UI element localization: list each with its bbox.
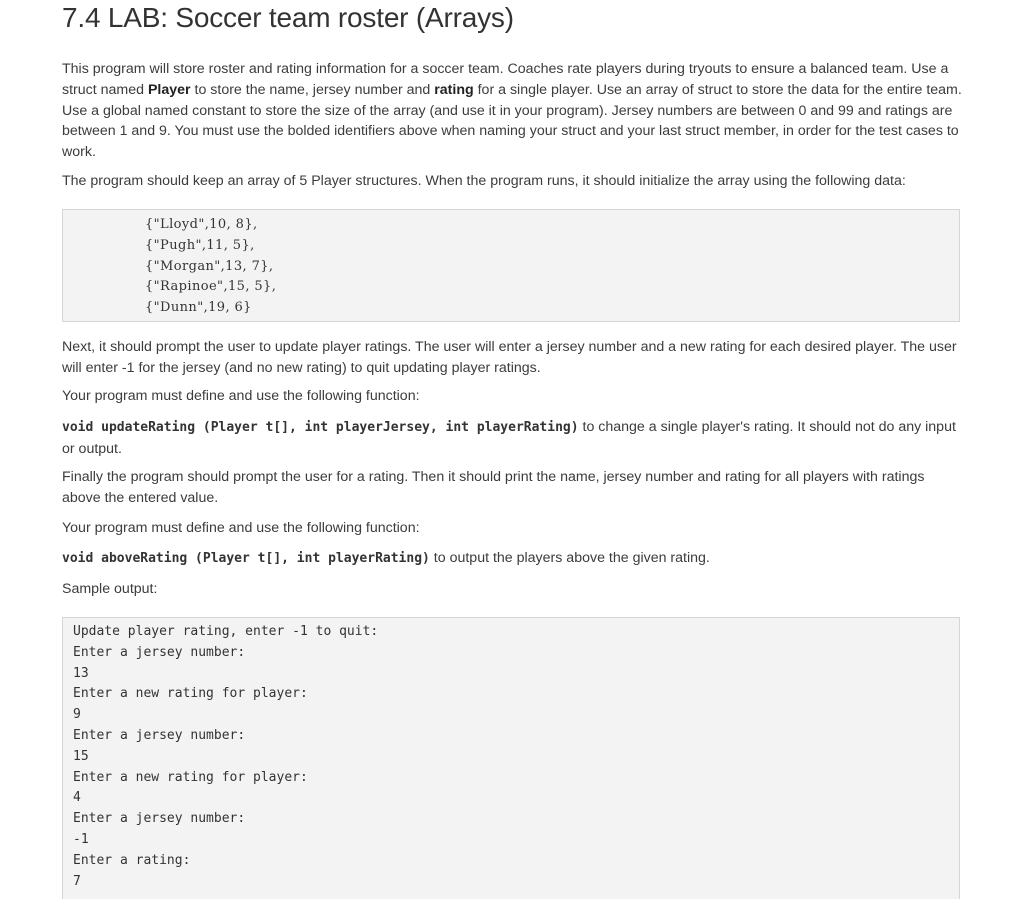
sample-output-label: Sample output: — [62, 581, 158, 597]
sample-output-line: Enter a new rating for player: — [73, 769, 308, 785]
must-define-paragraph-2: Your program must define and use the following function: — [62, 520, 420, 536]
sample-output-line: Enter a rating: — [73, 852, 191, 868]
init-code-line: {"Rapinoe",15, 5}, — [145, 279, 277, 295]
array-paragraph: The program should keep an array of 5 Player structures. When the program runs, it should initialize the array using the following data: — [62, 173, 906, 189]
next-paragraph: Next, it should prompt the user to update player ratings. The user will enter a jersey number and a new rating for each desired player. The user will enter -1 for the jersey (and no new rating) to quit updating player ratings. — [62, 339, 957, 376]
init-code-line: {"Morgan",13, 7}, — [145, 258, 274, 274]
init-code-line: {"Dunn",19, 6} — [145, 300, 252, 316]
intro-text-1: This program will store roster and rating information for a soccer team. Coaches rate players during tryouts to ensure a balanced team. Use a struct named — [62, 61, 949, 98]
sample-output-block — [62, 617, 960, 899]
page-title: 7.4 LAB: Soccer team roster (Arrays) — [62, 2, 514, 33]
sample-output-line: Enter a new rating for player: — [73, 686, 308, 702]
sample-output-line: 15 — [73, 748, 89, 764]
above-rating-signature: void aboveRating (Player t[], int playerRating) — [62, 551, 430, 566]
above-rating-paragraph — [62, 548, 710, 570]
finally-paragraph: Finally the program should prompt the user for a rating. Then it should print the name, jersey number and rating for all players with ratings above the entered value. — [62, 469, 925, 506]
sample-output-line: -1 — [73, 831, 89, 847]
sample-output-line: Enter a jersey number: — [73, 727, 246, 743]
intro-paragraph — [62, 59, 962, 163]
sample-output-line: 13 — [73, 665, 89, 681]
update-rating-signature: void updateRating (Player t[], int playerJersey, int playerRating) — [62, 420, 579, 435]
init-code-block — [62, 209, 960, 322]
update-rating-paragraph — [62, 417, 962, 460]
intro-text-2: to store the name, jersey number and — [190, 81, 435, 98]
intro-bold-rating: rating — [434, 81, 474, 98]
sample-output-line: 4 — [73, 790, 81, 806]
init-code-line: {"Lloyd",10, 8}, — [145, 217, 258, 232]
must-define-paragraph-1: Your program must define and use the following function: — [62, 388, 420, 404]
intro-text-3: for a single player. Use an array of struct to store the data for the entire team. Use a global named constant to store the size of the array (and use it in your program). Jersey numbers are between 0 and 99 and ratings are between 1 and 9. You must use the bolded identifiers above when naming your struct and your last struct member, in order for the test cases to work. — [62, 81, 962, 161]
intro-bold-player: Player — [147, 81, 191, 98]
sample-output-line: Update player rating, enter -1 to quit: — [73, 624, 379, 639]
sample-output-line: 9 — [73, 707, 81, 723]
sample-output-line: 7 — [73, 873, 81, 889]
above-rating-description: to output the players above the given rating. — [429, 550, 710, 566]
sample-output-line: Enter a jersey number: — [73, 644, 246, 660]
init-code-line: {"Pugh",11, 5}, — [145, 237, 255, 253]
update-rating-description: to change a single player's rating. It should not do any input or output. — [62, 419, 956, 457]
sample-output-line: Enter a jersey number: — [73, 811, 246, 827]
